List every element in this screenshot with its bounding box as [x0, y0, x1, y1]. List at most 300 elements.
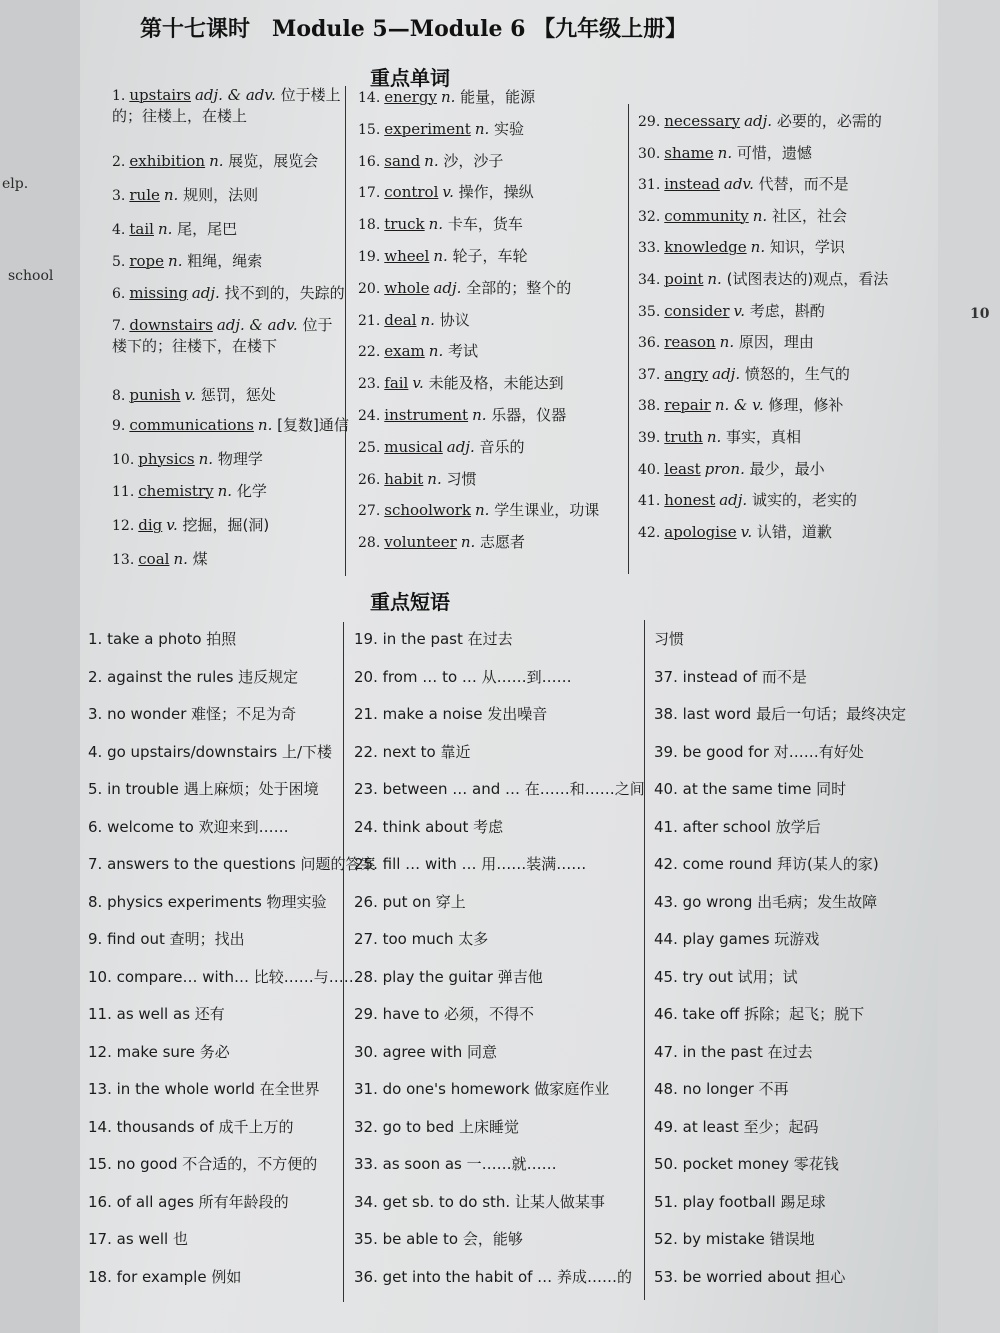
word-pos: n.: [173, 550, 193, 568]
word-meaning: 认错，道歉: [756, 522, 832, 541]
phrase-entry: [654, 966, 798, 987]
word-number: 4.: [112, 222, 126, 238]
word-pos: n.: [217, 482, 237, 500]
word-entry: [112, 184, 258, 205]
word-word: physics: [138, 450, 195, 468]
word-pos: n.: [707, 270, 727, 288]
phrase-text: 19. in the past 在过去: [354, 630, 513, 648]
word-number: 42.: [638, 524, 661, 541]
word-word: fail: [384, 374, 409, 393]
word-pos: n.: [157, 220, 178, 238]
word-word: truck: [384, 215, 425, 234]
word-entry: [638, 363, 850, 384]
word-pos: n.: [472, 406, 492, 424]
phrase-entry: [654, 703, 906, 724]
phrase-text: 3. no wonder 难怪；不足为奇: [88, 705, 297, 723]
word-meaning: 协议: [439, 310, 470, 329]
phrase-text: 39. be good for 对……有好处: [654, 742, 864, 761]
phrase-text: 27. too much 太多: [354, 930, 489, 948]
phrase-text: 18. for example 例如: [88, 1267, 242, 1286]
phrase-entry: [654, 1228, 815, 1249]
word-meaning: 未能及格，未能达到: [428, 374, 564, 393]
phrase-entry: [354, 1228, 523, 1249]
word-entry: [112, 414, 349, 435]
phrase-text: 29. have to 必须，不得不: [354, 1005, 535, 1023]
phrase-text: 6. welcome to 欢迎来到……: [88, 817, 289, 836]
word-word: punish: [129, 386, 181, 404]
word-entry: [112, 548, 208, 569]
word-word: instrument: [384, 406, 469, 424]
word-entry: [358, 118, 524, 139]
phrase-text: 31. do one's homework 做家庭作业: [354, 1080, 610, 1098]
word-entry: [358, 181, 534, 202]
word-meaning: 全部的；整个的: [466, 278, 572, 297]
word-pos: n.: [209, 152, 229, 170]
phrase-text: 47. in the past 在过去: [654, 1042, 813, 1061]
word-entry: [358, 404, 566, 425]
phrase-entry: [354, 928, 488, 949]
word-entry: [112, 314, 342, 356]
word-number: 36.: [638, 335, 661, 352]
word-entry: [638, 300, 825, 321]
word-number: 39.: [638, 430, 661, 446]
word-entry: [638, 331, 814, 352]
word-word: necessary: [664, 112, 741, 130]
word-meaning: 煤: [192, 550, 208, 568]
phrase-entry: [654, 1116, 819, 1137]
word-entry: [358, 340, 478, 361]
phrase-text: 习惯: [654, 630, 685, 648]
word-number: 31.: [638, 177, 661, 194]
word-meaning: 操作，操纵: [458, 183, 534, 202]
phrase-entry: [88, 703, 296, 724]
word-meaning: 愤怒的，生气的: [744, 364, 850, 383]
word-entry: [358, 499, 599, 520]
word-meaning: 修理，修补: [768, 396, 844, 415]
word-pos: n.: [427, 469, 447, 488]
phrase-entry: [354, 741, 470, 762]
phrase-entry: [654, 928, 819, 949]
phrase-text: 35. be able to 会，能够: [354, 1230, 523, 1248]
phrase-entry: [88, 1041, 230, 1062]
word-word: volunteer: [384, 533, 457, 552]
word-pos: v.: [166, 516, 183, 534]
word-number: 16.: [358, 153, 381, 170]
phrase-entry: [354, 778, 645, 799]
word-pos: n. & v.: [714, 396, 769, 415]
word-meaning: 音乐的: [479, 437, 525, 456]
phrase-entry: [654, 628, 684, 649]
phrase-text: 4. go upstairs/downstairs 上/下楼: [88, 742, 332, 761]
word-number: 3.: [112, 188, 126, 204]
word-meaning: 位于楼下的；往楼下，在楼下: [112, 316, 333, 355]
phrase-text: 23. between … and … 在……和……之间: [354, 780, 645, 798]
phrase-entry: [88, 891, 327, 912]
word-entry: [638, 173, 849, 194]
word-number: 17.: [358, 185, 381, 202]
phrase-entry: [88, 816, 289, 837]
word-meaning: 最少，最小: [749, 459, 825, 478]
phrase-text: 46. take off 拆除；起飞；脱下: [654, 1005, 865, 1023]
word-number: 14.: [358, 90, 381, 106]
word-number: 8.: [112, 388, 126, 404]
phrase-text: 1. take a photo 拍照: [88, 630, 237, 648]
phrase-text: 8. physics experiments 物理实验: [88, 892, 327, 911]
word-meaning: 志愿者: [480, 533, 526, 552]
word-word: shame: [664, 143, 714, 162]
column-divider: [628, 104, 629, 574]
word-word: energy: [384, 88, 437, 106]
phrase-entry: [88, 1191, 289, 1212]
phrase-text: 45. try out 试用；试: [654, 967, 798, 986]
phrase-text: 16. of all ages 所有年龄段的: [88, 1192, 289, 1211]
word-pos: adj.: [433, 278, 467, 297]
word-meaning: 学生课业，功课: [494, 501, 600, 520]
phrase-entry: [654, 853, 879, 874]
word-pos: n.: [163, 186, 184, 204]
word-meaning: 粗绳，绳索: [187, 252, 263, 270]
word-meaning: 乐器，仪器: [491, 406, 567, 424]
phrase-entry: [354, 853, 586, 874]
word-entry: [638, 205, 847, 226]
phrase-entry: [354, 966, 543, 987]
section-title-words: 重点单词: [370, 66, 450, 90]
word-number: 26.: [358, 471, 381, 488]
section-title-phrases: 重点短语: [370, 590, 450, 614]
word-number: 21.: [358, 312, 381, 329]
word-pos: adj. & adv.: [216, 316, 303, 334]
phrase-text: 42. come round 拜访(某人的家): [654, 855, 879, 873]
phrase-text: 32. go to bed 上床睡觉: [354, 1117, 519, 1136]
word-meaning: 规则，法则: [183, 186, 259, 204]
phrase-entry: [654, 816, 821, 837]
word-number: 24.: [358, 408, 381, 424]
phrase-text: 20. from … to … 从……到……: [354, 667, 572, 686]
phrase-entry: [654, 778, 846, 799]
word-entry: [112, 384, 276, 405]
phrase-entry: [354, 1191, 605, 1212]
column-divider: [345, 86, 346, 576]
phrase-text: 13. in the whole world 在全世界: [88, 1080, 320, 1098]
word-meaning: 可惜，遗憾: [736, 143, 812, 162]
word-pos: n.: [719, 333, 739, 352]
phrase-text: 2. against the rules 违反规定: [88, 667, 299, 686]
word-word: exhibition: [129, 152, 206, 170]
phrase-text: 33. as soon as 一……就……: [354, 1155, 557, 1173]
word-pos: n.: [433, 247, 453, 265]
phrase-text: 50. pocket money 零花钱: [654, 1155, 839, 1173]
word-word: communications: [129, 416, 254, 434]
word-meaning: 展览，展览会: [228, 152, 319, 170]
word-meaning: 找不到的，失踪的: [224, 284, 345, 302]
word-meaning: 位于楼上的；往楼上，在楼上: [112, 86, 341, 125]
word-number: 19.: [358, 249, 381, 265]
phrase-text: 49. at least 至少；起码: [654, 1117, 819, 1136]
word-entry: [638, 458, 825, 479]
word-entry: [638, 268, 888, 289]
word-pos: n.: [717, 143, 737, 162]
word-word: honest: [664, 491, 716, 510]
phrase-entry: [354, 628, 513, 649]
left-page-fragment: elp.: [2, 176, 29, 192]
word-word: reason: [664, 333, 716, 352]
phrase-entry: [88, 666, 298, 687]
phrase-text: 11. as well as 还有: [88, 1005, 225, 1023]
word-pos: n.: [168, 252, 188, 270]
word-number: 34.: [638, 272, 661, 288]
phrase-text: 14. thousands of 成千上万的: [88, 1117, 294, 1136]
word-number: 6.: [112, 286, 126, 302]
word-number: 25.: [358, 439, 381, 456]
word-entry: [638, 426, 801, 447]
phrase-entry: [88, 1116, 294, 1137]
word-number: 40.: [638, 461, 661, 478]
word-meaning: 化学: [236, 482, 267, 500]
word-number: 29.: [638, 114, 661, 130]
word-pos: n.: [750, 238, 770, 257]
word-entry: [638, 142, 812, 163]
word-word: habit: [384, 469, 424, 488]
word-meaning: 诚实的，老实的: [751, 491, 857, 510]
word-pos: adj. & adv.: [194, 86, 281, 104]
word-pos: n.: [257, 416, 278, 434]
phrase-text: 36. get into the habit of … 养成……的: [354, 1267, 632, 1286]
phrase-text: 7. answers to the questions 问题的答案: [88, 855, 376, 873]
phrase-entry: [654, 1266, 845, 1287]
word-meaning: (试图表达的)观点，看法: [726, 270, 889, 288]
phrase-text: 41. after school 放学后: [654, 817, 821, 836]
phrase-entry: [88, 1266, 241, 1287]
phrase-text: 37. instead of 而不是: [654, 667, 807, 686]
word-entry: [638, 521, 832, 542]
word-number: 5.: [112, 254, 126, 270]
phrase-entry: [354, 1041, 497, 1062]
phrase-entry: [654, 1153, 839, 1174]
word-number: 15.: [358, 121, 381, 138]
word-meaning: 原因，理由: [738, 333, 814, 352]
word-pos: pron.: [704, 459, 750, 478]
word-pos: v.: [442, 183, 459, 202]
phrase-entry: [654, 666, 807, 687]
word-number: 2.: [112, 154, 126, 170]
word-entry: [112, 448, 263, 469]
word-pos: n.: [424, 151, 444, 170]
word-number: 38.: [638, 398, 661, 415]
phrase-entry: [654, 741, 864, 762]
word-number: 27.: [358, 503, 381, 520]
word-word: whole: [384, 278, 430, 297]
phrase-entry: [654, 1041, 813, 1062]
word-word: wheel: [384, 247, 430, 265]
phrase-text: 40. at the same time 同时: [654, 780, 847, 798]
word-word: truth: [664, 428, 703, 446]
word-number: 12.: [112, 518, 135, 534]
word-meaning: 社区，社会: [771, 206, 847, 225]
word-word: dig: [138, 516, 163, 534]
phrase-text: 51. play football 踢足球: [654, 1192, 826, 1211]
word-meaning: 知识，学识: [769, 238, 845, 257]
phrase-entry: [354, 1116, 519, 1137]
word-pos: v.: [740, 522, 757, 541]
phrase-entry: [88, 628, 236, 649]
phrase-text: 17. as well 也: [88, 1230, 188, 1248]
word-meaning: [复数]通信: [277, 416, 349, 434]
word-word: tail: [129, 220, 154, 238]
phrase-entry: [88, 928, 245, 949]
word-word: rule: [129, 186, 160, 204]
word-number: 41.: [638, 493, 661, 510]
phrase-entry: [88, 1003, 225, 1024]
word-word: downstairs: [129, 316, 213, 334]
phrase-text: 44. play games 玩游戏: [654, 930, 820, 948]
phrase-text: 12. make sure 务必: [88, 1042, 230, 1061]
phrase-text: 28. play the guitar 弹吉他: [354, 967, 543, 986]
word-number: 1.: [112, 88, 126, 104]
word-number: 10.: [112, 452, 135, 468]
word-number: 9.: [112, 418, 126, 434]
word-pos: v.: [733, 301, 750, 320]
word-entry: [358, 468, 477, 489]
word-pos: v.: [412, 374, 429, 393]
word-word: coal: [138, 550, 170, 568]
word-number: 33.: [638, 240, 661, 257]
word-pos: n.: [475, 501, 495, 520]
word-entry: [358, 372, 564, 393]
phrase-text: 21. make a noise 发出噪音: [354, 705, 548, 723]
word-entry: [112, 514, 269, 535]
word-number: 20.: [358, 280, 381, 297]
word-number: 18.: [358, 217, 381, 234]
word-entry: [112, 480, 267, 501]
word-entry: [112, 84, 342, 126]
word-word: apologise: [664, 522, 737, 541]
word-pos: adj.: [744, 112, 777, 130]
word-meaning: 轮子，车轮: [452, 247, 528, 265]
word-pos: adj.: [446, 437, 480, 456]
word-entry: [112, 218, 237, 239]
phrase-text: 10. compare… with… 比较……与……: [88, 967, 359, 986]
word-number: 32.: [638, 208, 661, 225]
word-meaning: 考试: [447, 342, 478, 361]
phrase-entry: [354, 891, 466, 912]
phrase-entry: [88, 1228, 188, 1249]
word-meaning: 卡车，货车: [447, 215, 523, 234]
phrase-text: 24. think about 考虑: [354, 817, 504, 836]
word-word: chemistry: [138, 482, 214, 500]
phrase-entry: [354, 1266, 632, 1287]
word-entry: [358, 309, 470, 330]
word-entry: [358, 531, 525, 552]
phrase-entry: [88, 778, 319, 799]
phrase-text: 53. be worried about 担心: [654, 1267, 846, 1286]
word-meaning: 实验: [494, 119, 525, 138]
word-entry: [358, 436, 525, 457]
word-meaning: 惩罚，惩处: [200, 386, 276, 404]
word-number: 7.: [112, 318, 126, 334]
word-word: exam: [384, 342, 425, 361]
word-pos: v.: [184, 386, 201, 404]
word-word: least: [664, 459, 701, 478]
phrase-text: 48. no longer 不再: [654, 1080, 789, 1098]
word-number: 35.: [638, 303, 661, 320]
word-meaning: 习惯: [446, 469, 477, 488]
word-meaning: 尾，尾巴: [177, 220, 238, 238]
word-pos: adj.: [719, 491, 752, 510]
word-meaning: 代替，而不是: [758, 175, 849, 194]
column-divider: [343, 622, 344, 1302]
word-word: rope: [129, 252, 165, 270]
word-word: experiment: [384, 119, 471, 138]
word-word: deal: [384, 310, 417, 329]
phrase-text: 25. fill … with … 用……装满……: [354, 855, 587, 873]
word-entry: [638, 236, 845, 257]
phrase-entry: [88, 741, 332, 762]
word-word: control: [384, 183, 439, 202]
word-meaning: 能量，能源: [460, 88, 536, 106]
word-number: 37.: [638, 366, 661, 383]
word-number: 28.: [358, 535, 381, 552]
word-entry: [112, 150, 318, 171]
phrase-entry: [354, 1003, 534, 1024]
phrase-text: 38. last word 最后一句话；最终决定: [654, 705, 907, 723]
phrase-entry: [88, 966, 359, 987]
word-entry: [358, 150, 503, 171]
phrase-entry: [88, 1153, 317, 1174]
word-word: repair: [664, 396, 711, 415]
phrase-text: 43. go wrong 出毛病；发生故障: [654, 892, 878, 911]
phrase-text: 5. in trouble 遇上麻烦；处于困境: [88, 780, 319, 798]
left-page-fragment: school: [8, 268, 54, 284]
word-number: 23.: [358, 376, 381, 393]
word-entry: [358, 213, 523, 234]
word-word: sand: [384, 151, 421, 170]
word-pos: n.: [420, 310, 440, 329]
phrase-entry: [354, 816, 503, 837]
phrase-entry: [88, 1078, 320, 1099]
phrase-text: 30. agree with 同意: [354, 1042, 497, 1061]
word-meaning: 必要的，必需的: [776, 112, 882, 130]
phrase-text: 9. find out 查明；找出: [88, 930, 245, 948]
page-title: 第十七课时 Module 5—Module 6 【九年级上册】: [140, 16, 688, 42]
word-entry: [358, 245, 528, 266]
word-pos: adj.: [191, 284, 225, 302]
phrase-text: 34. get sb. to do sth. 让某人做某事: [354, 1192, 605, 1211]
word-word: community: [664, 206, 749, 225]
word-word: schoolwork: [384, 501, 472, 520]
word-pos: n.: [440, 88, 461, 106]
phrase-entry: [654, 891, 877, 912]
word-pos: n.: [428, 342, 448, 361]
word-word: point: [664, 270, 704, 288]
word-meaning: 事实，真相: [726, 428, 802, 446]
phrase-text: 26. put on 穿上: [354, 892, 466, 911]
phrase-text: 22. next to 靠近: [354, 742, 471, 761]
phrase-text: 15. no good 不合适的，不方便的: [88, 1155, 318, 1173]
word-word: musical: [384, 437, 443, 456]
word-word: consider: [664, 301, 730, 320]
phrase-entry: [354, 666, 572, 687]
word-pos: adj.: [712, 364, 745, 383]
word-meaning: 物理学: [217, 450, 263, 468]
word-word: angry: [664, 364, 709, 383]
word-word: knowledge: [664, 238, 747, 257]
word-number: 30.: [638, 145, 661, 162]
word-word: instead: [664, 175, 720, 194]
word-pos: n.: [428, 215, 448, 234]
word-pos: n.: [198, 450, 218, 468]
column-divider: [644, 620, 645, 1300]
word-entry: [358, 277, 571, 298]
